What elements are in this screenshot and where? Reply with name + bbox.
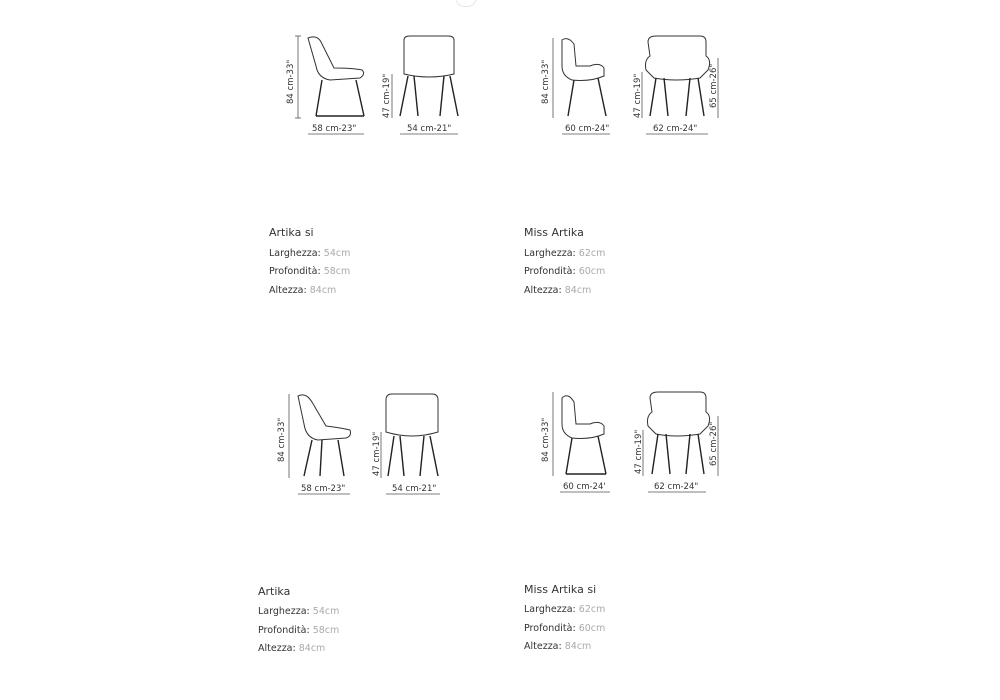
depth-dim: 60 cm-24" xyxy=(565,124,610,134)
height-dim: 84 cm-33" xyxy=(277,417,287,462)
seat-dim: 47 cm-19" xyxy=(634,429,644,474)
depth-dim: 58 cm-23" xyxy=(312,124,357,134)
front-view-chair-icon xyxy=(648,392,710,474)
spec-height: Altezza: 84cm xyxy=(524,285,592,296)
spec-depth: Profondità: 60cm xyxy=(524,623,606,634)
height-dim: 84 cm-33" xyxy=(286,59,296,104)
width-dim: 54 cm-21" xyxy=(392,484,437,494)
depth-dim: 58 cm-23" xyxy=(301,484,346,494)
seat-dim: 47 cm-19" xyxy=(372,431,382,476)
product-title: Artika xyxy=(258,585,291,598)
spec-width: Larghezza: 62cm xyxy=(524,248,606,259)
height-dim: 84 cm-33" xyxy=(541,59,551,104)
product-title: Miss Artika si xyxy=(524,583,597,596)
width-dim: 62 cm-24" xyxy=(654,482,699,492)
height-dim: 84 cm-33" xyxy=(541,417,551,462)
width-dim: 54 cm-21" xyxy=(407,124,452,134)
spec-width: Larghezza: 54cm xyxy=(258,606,340,617)
seat-dim: 47 cm-19" xyxy=(633,73,643,118)
spec-depth: Profondità: 58cm xyxy=(258,625,340,636)
product-title: Artika si xyxy=(269,226,314,239)
width-dim: 62 cm-24" xyxy=(653,124,698,134)
spec-height: Altezza: 84cm xyxy=(524,641,592,652)
spec-width: Larghezza: 54cm xyxy=(269,248,351,259)
product-title: Miss Artika xyxy=(524,226,584,239)
depth-dim: 60 cm-24' xyxy=(563,482,606,492)
side-view-chair-icon xyxy=(562,396,606,474)
seat-dim: 47 cm-19" xyxy=(382,73,392,118)
arm-dim: 65 cm-26" xyxy=(709,421,719,466)
spec-height: Altezza: 84cm xyxy=(258,643,326,654)
spec-depth: Profondità: 58cm xyxy=(269,266,351,277)
spec-height: Altezza: 84cm xyxy=(269,285,337,296)
spec-depth: Profondità: 60cm xyxy=(524,266,606,277)
arm-dim: 65 cm-26" xyxy=(709,63,719,108)
spec-width: Larghezza: 62cm xyxy=(524,604,606,615)
